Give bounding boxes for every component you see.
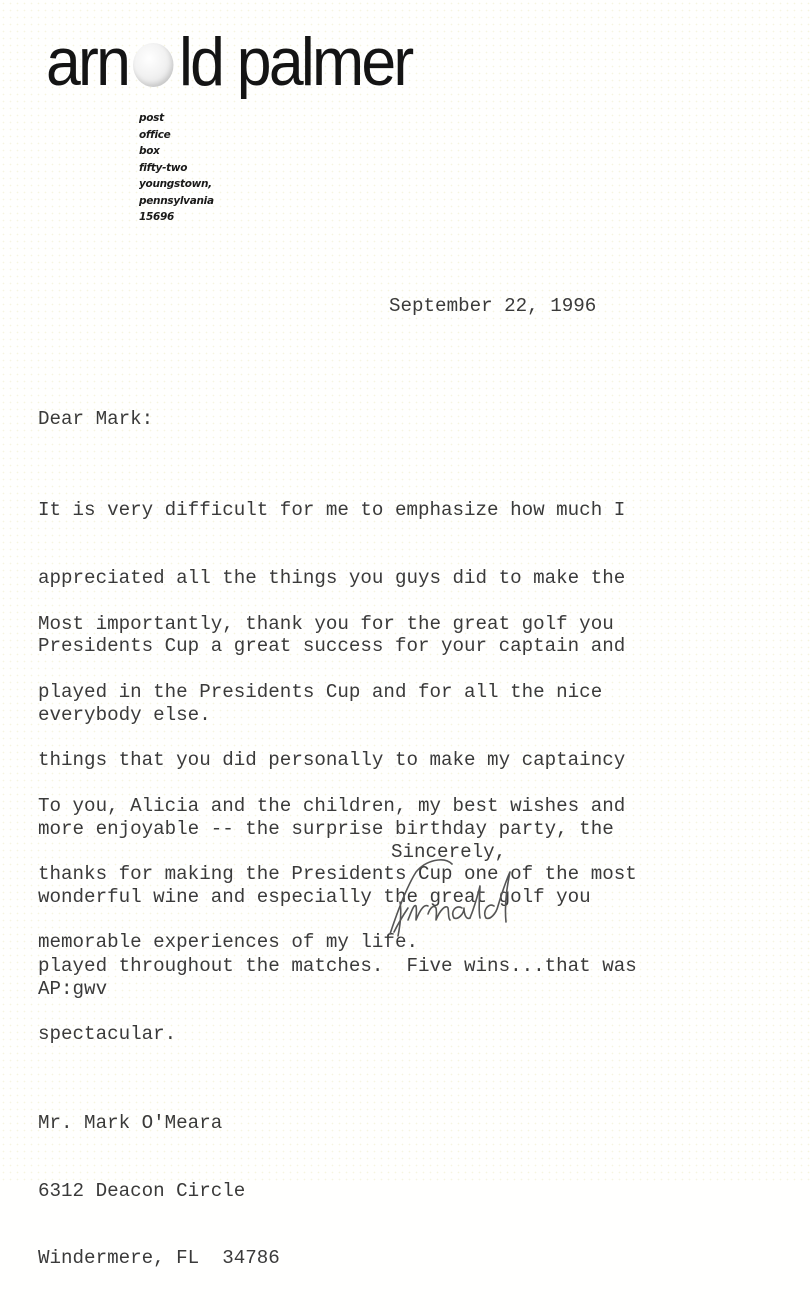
paragraph-line: To you, Alicia and the children, my best wishes and bbox=[38, 794, 626, 817]
letterhead-address bbox=[139, 110, 214, 226]
salutation: Dear Mark: bbox=[38, 408, 154, 430]
address-line: office bbox=[139, 128, 171, 141]
body-paragraph-3 bbox=[38, 749, 637, 1000]
logo-text-end: ld palmer bbox=[179, 24, 412, 100]
recipient-city-state-zip: Windermere, FL 34786 bbox=[38, 1247, 280, 1269]
paragraph-line: spectacular. bbox=[38, 1022, 177, 1045]
logo-text-start: arn bbox=[46, 24, 129, 100]
paragraph-line: played in the Presidents Cup and for all the nice bbox=[38, 680, 603, 703]
recipient-address bbox=[38, 1067, 280, 1315]
paragraph-line: It is very difficult for me to emphasize how much I bbox=[38, 498, 626, 521]
address-line: box bbox=[139, 145, 160, 157]
reference-initials: AP:gwv bbox=[38, 978, 108, 1000]
address-line: youngstown, bbox=[139, 178, 212, 190]
closing: Sincerely, bbox=[391, 841, 507, 863]
paragraph-line: Presidents Cup a great success for your captain and bbox=[38, 635, 626, 658]
paragraph-line: played throughout the matches. Five wins...that was bbox=[38, 954, 637, 977]
paragraph-line: memorable experiences of my life. bbox=[38, 931, 418, 954]
letter-date: September 22, 1996 bbox=[389, 295, 597, 317]
address-line: 15696 bbox=[139, 211, 175, 223]
paragraph-line: Most importantly, thank you for the great golf you bbox=[38, 612, 614, 635]
address-line: pennsylvania bbox=[139, 194, 214, 207]
address-line: post bbox=[139, 112, 164, 124]
paragraph-line: wonderful wine and especially the great golf you bbox=[38, 886, 591, 909]
address-line: fifty-two bbox=[139, 161, 188, 174]
letterhead-logo bbox=[46, 22, 432, 102]
recipient-street: 6312 Deacon Circle bbox=[38, 1179, 246, 1202]
signature-image bbox=[386, 858, 546, 940]
paragraph-line: things that you did personally to make my captaincy bbox=[38, 749, 626, 772]
golf-ball-icon bbox=[133, 43, 173, 87]
paragraph-line: thanks for making the Presidents Cup one of the most bbox=[38, 862, 637, 885]
paragraph-line: everybody else. bbox=[38, 703, 211, 726]
paragraph-line: appreciated all the things you guys did to make the bbox=[38, 566, 626, 589]
paragraph-line: more enjoyable -- the surprise birthday party, the bbox=[38, 817, 614, 840]
recipient-name: Mr. Mark O'Meara bbox=[38, 1112, 223, 1134]
